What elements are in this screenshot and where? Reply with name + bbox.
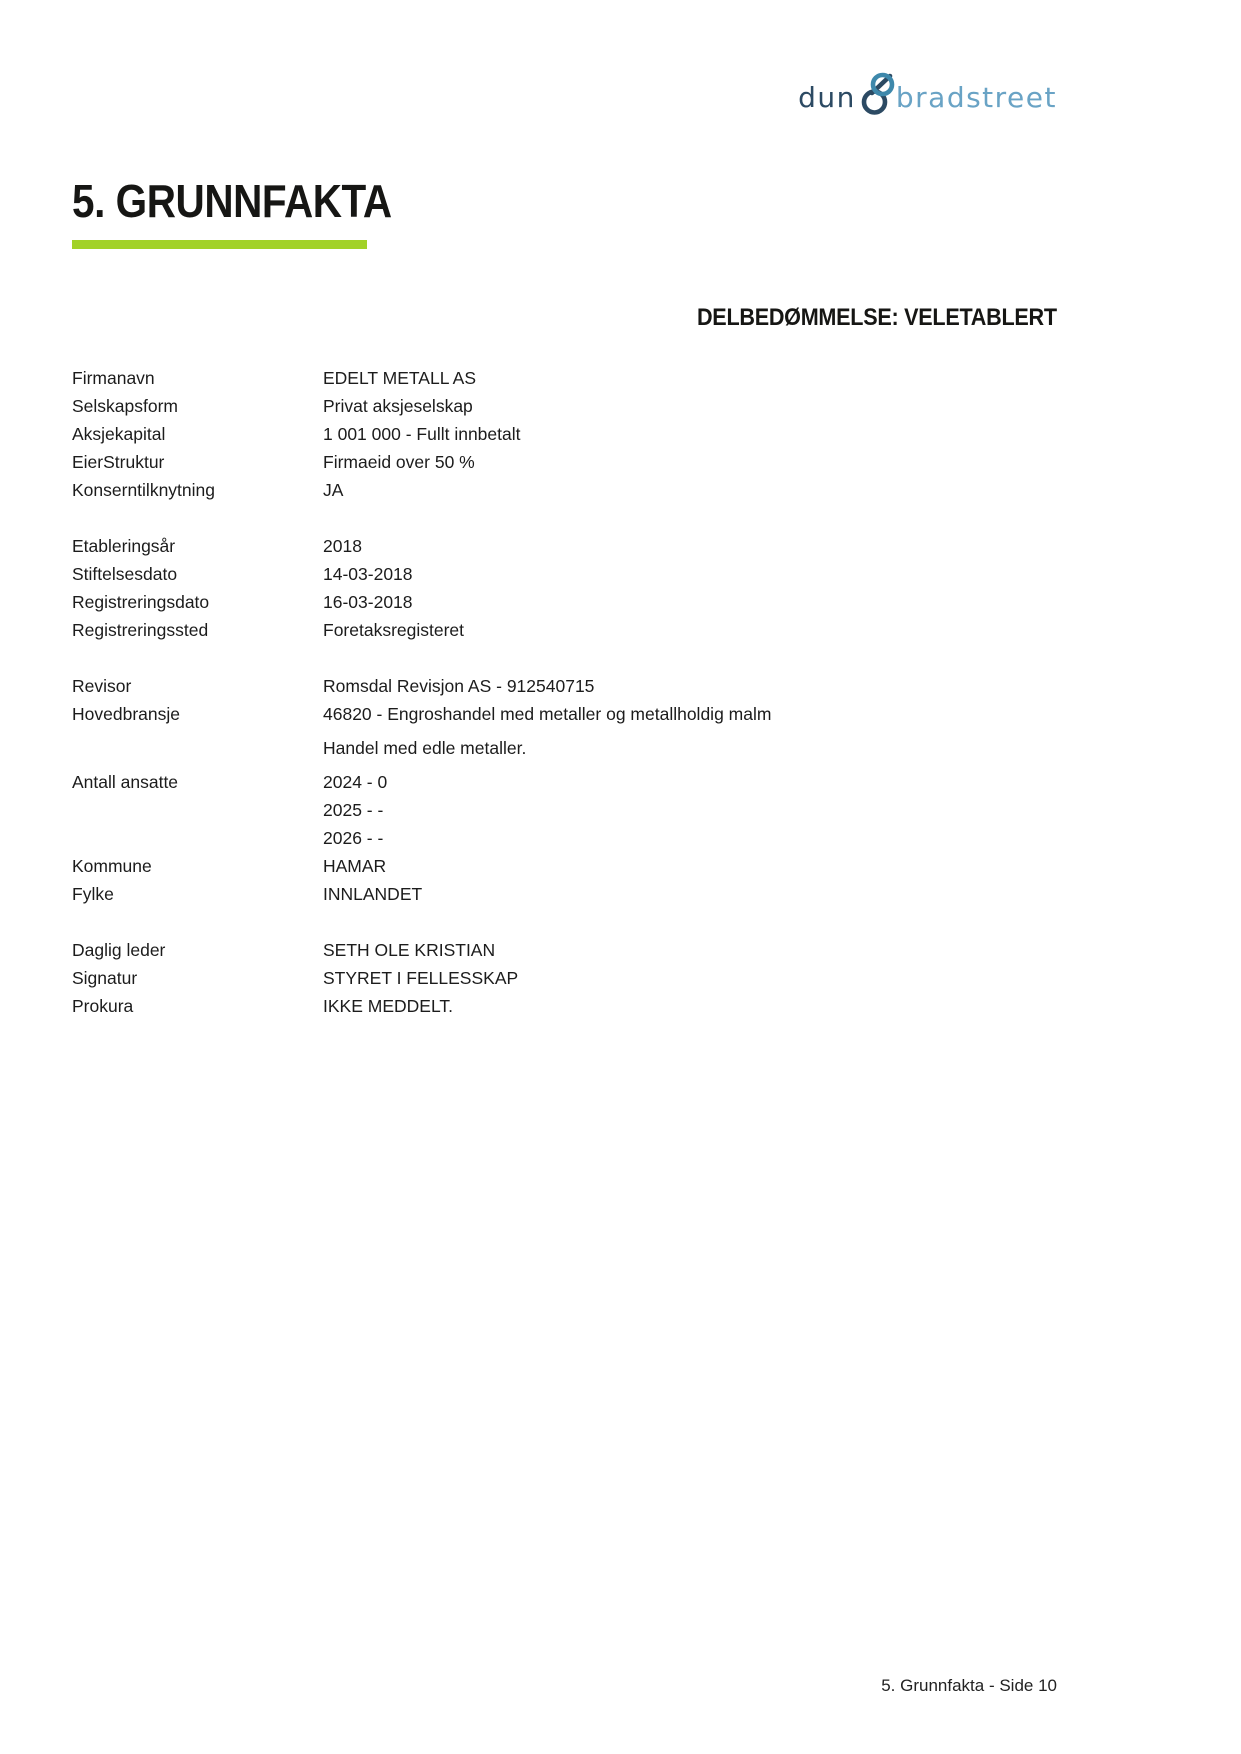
fact-value: SETH OLE KRISTIAN [323,940,496,961]
fact-value: IKKE MEDDELT. [323,996,453,1017]
dnb-ampersand-icon [859,72,895,116]
fact-group [72,672,1057,908]
fact-row [72,392,1057,420]
fact-row [72,560,1057,588]
fact-value: 2018 [323,536,362,557]
fact-label: Konserntilknytning [72,480,215,501]
page-footer [72,1676,1057,1696]
fact-label: Kommune [72,856,152,877]
fact-label: Firmanavn [72,368,155,389]
fact-value: 2025 - - [323,800,384,821]
fact-row [72,936,1057,964]
fact-value: STYRET I FELLESSKAP [323,968,519,989]
fact-group [72,364,1057,504]
fact-label [72,824,323,852]
fact-value: EDELT METALL AS [323,368,477,389]
rating-heading-row [72,305,1057,331]
fact-value: 2024 - 0 [323,772,388,793]
fact-value: 2026 - - [323,828,384,849]
fact-row [72,734,1057,762]
logo-text-bradstreet: bradstreet [895,81,1057,114]
fact-label [72,796,323,824]
fact-label: Stiftelsesdato [72,564,178,585]
fact-value: Handel med edle metaller. [323,738,527,759]
fact-row [72,880,1057,908]
fact-label [72,734,323,762]
fact-label: Antall ansatte [72,772,179,793]
fact-label: Prokura [72,996,134,1017]
fact-label: Registreringsdato [72,592,210,613]
fact-row [72,672,1057,700]
fact-value: INNLANDET [323,884,423,905]
fact-row [72,532,1057,560]
fact-value: 16-03-2018 [323,592,413,613]
fact-row [72,420,1057,448]
page-title [72,175,1057,227]
fact-value: 1 001 000 - Fullt innbetalt [323,424,521,445]
logo-text-dun: dun [798,81,856,114]
fact-row [72,476,1057,504]
fact-label: Hovedbransje [72,704,180,725]
fact-value: Firmaeid over 50 % [323,452,475,473]
fact-value: 46820 - Engroshandel med metaller og metallholdig malm [323,704,772,725]
page-content [72,0,1057,1020]
fact-value: Romsdal Revisjon AS - 912540715 [323,676,595,697]
fact-value: HAMAR [323,856,387,877]
title-underline-accent [72,240,367,249]
fact-row [72,852,1057,880]
fact-row [72,992,1057,1020]
facts-table [72,364,1057,1020]
fact-value: 14-03-2018 [323,564,413,585]
fact-label: Selskapsform [72,396,179,417]
fact-label: EierStruktur [72,452,165,473]
page-title-text: 5. GRUNNFAKTA [72,175,392,227]
fact-value: Privat aksjeselskap [323,396,473,417]
fact-value: JA [323,480,344,501]
fact-row [72,588,1057,616]
fact-label: Registreringssted [72,620,209,641]
page-footer-text: 5. Grunnfakta - Side 10 [881,1676,1057,1695]
fact-row [72,448,1057,476]
rating-heading [657,305,1057,331]
fact-label: Signatur [72,968,138,989]
fact-label: Fylke [72,884,114,905]
fact-group [72,936,1057,1020]
dun-bradstreet-logo [72,0,1057,118]
fact-row [72,796,1057,824]
fact-label: Revisor [72,676,132,697]
fact-label: Aksjekapital [72,424,166,445]
fact-group [72,532,1057,644]
fact-label: Etableringsår [72,536,176,557]
fact-label: Daglig leder [72,940,166,961]
fact-value: Foretaksregisteret [323,620,465,641]
fact-row [72,700,1057,728]
fact-row [72,964,1057,992]
rating-heading-text: DELBEDØMMELSE: VELETABLERT [697,304,1057,331]
fact-row [72,824,1057,852]
fact-row [72,768,1057,796]
fact-row [72,364,1057,392]
fact-row [72,616,1057,644]
